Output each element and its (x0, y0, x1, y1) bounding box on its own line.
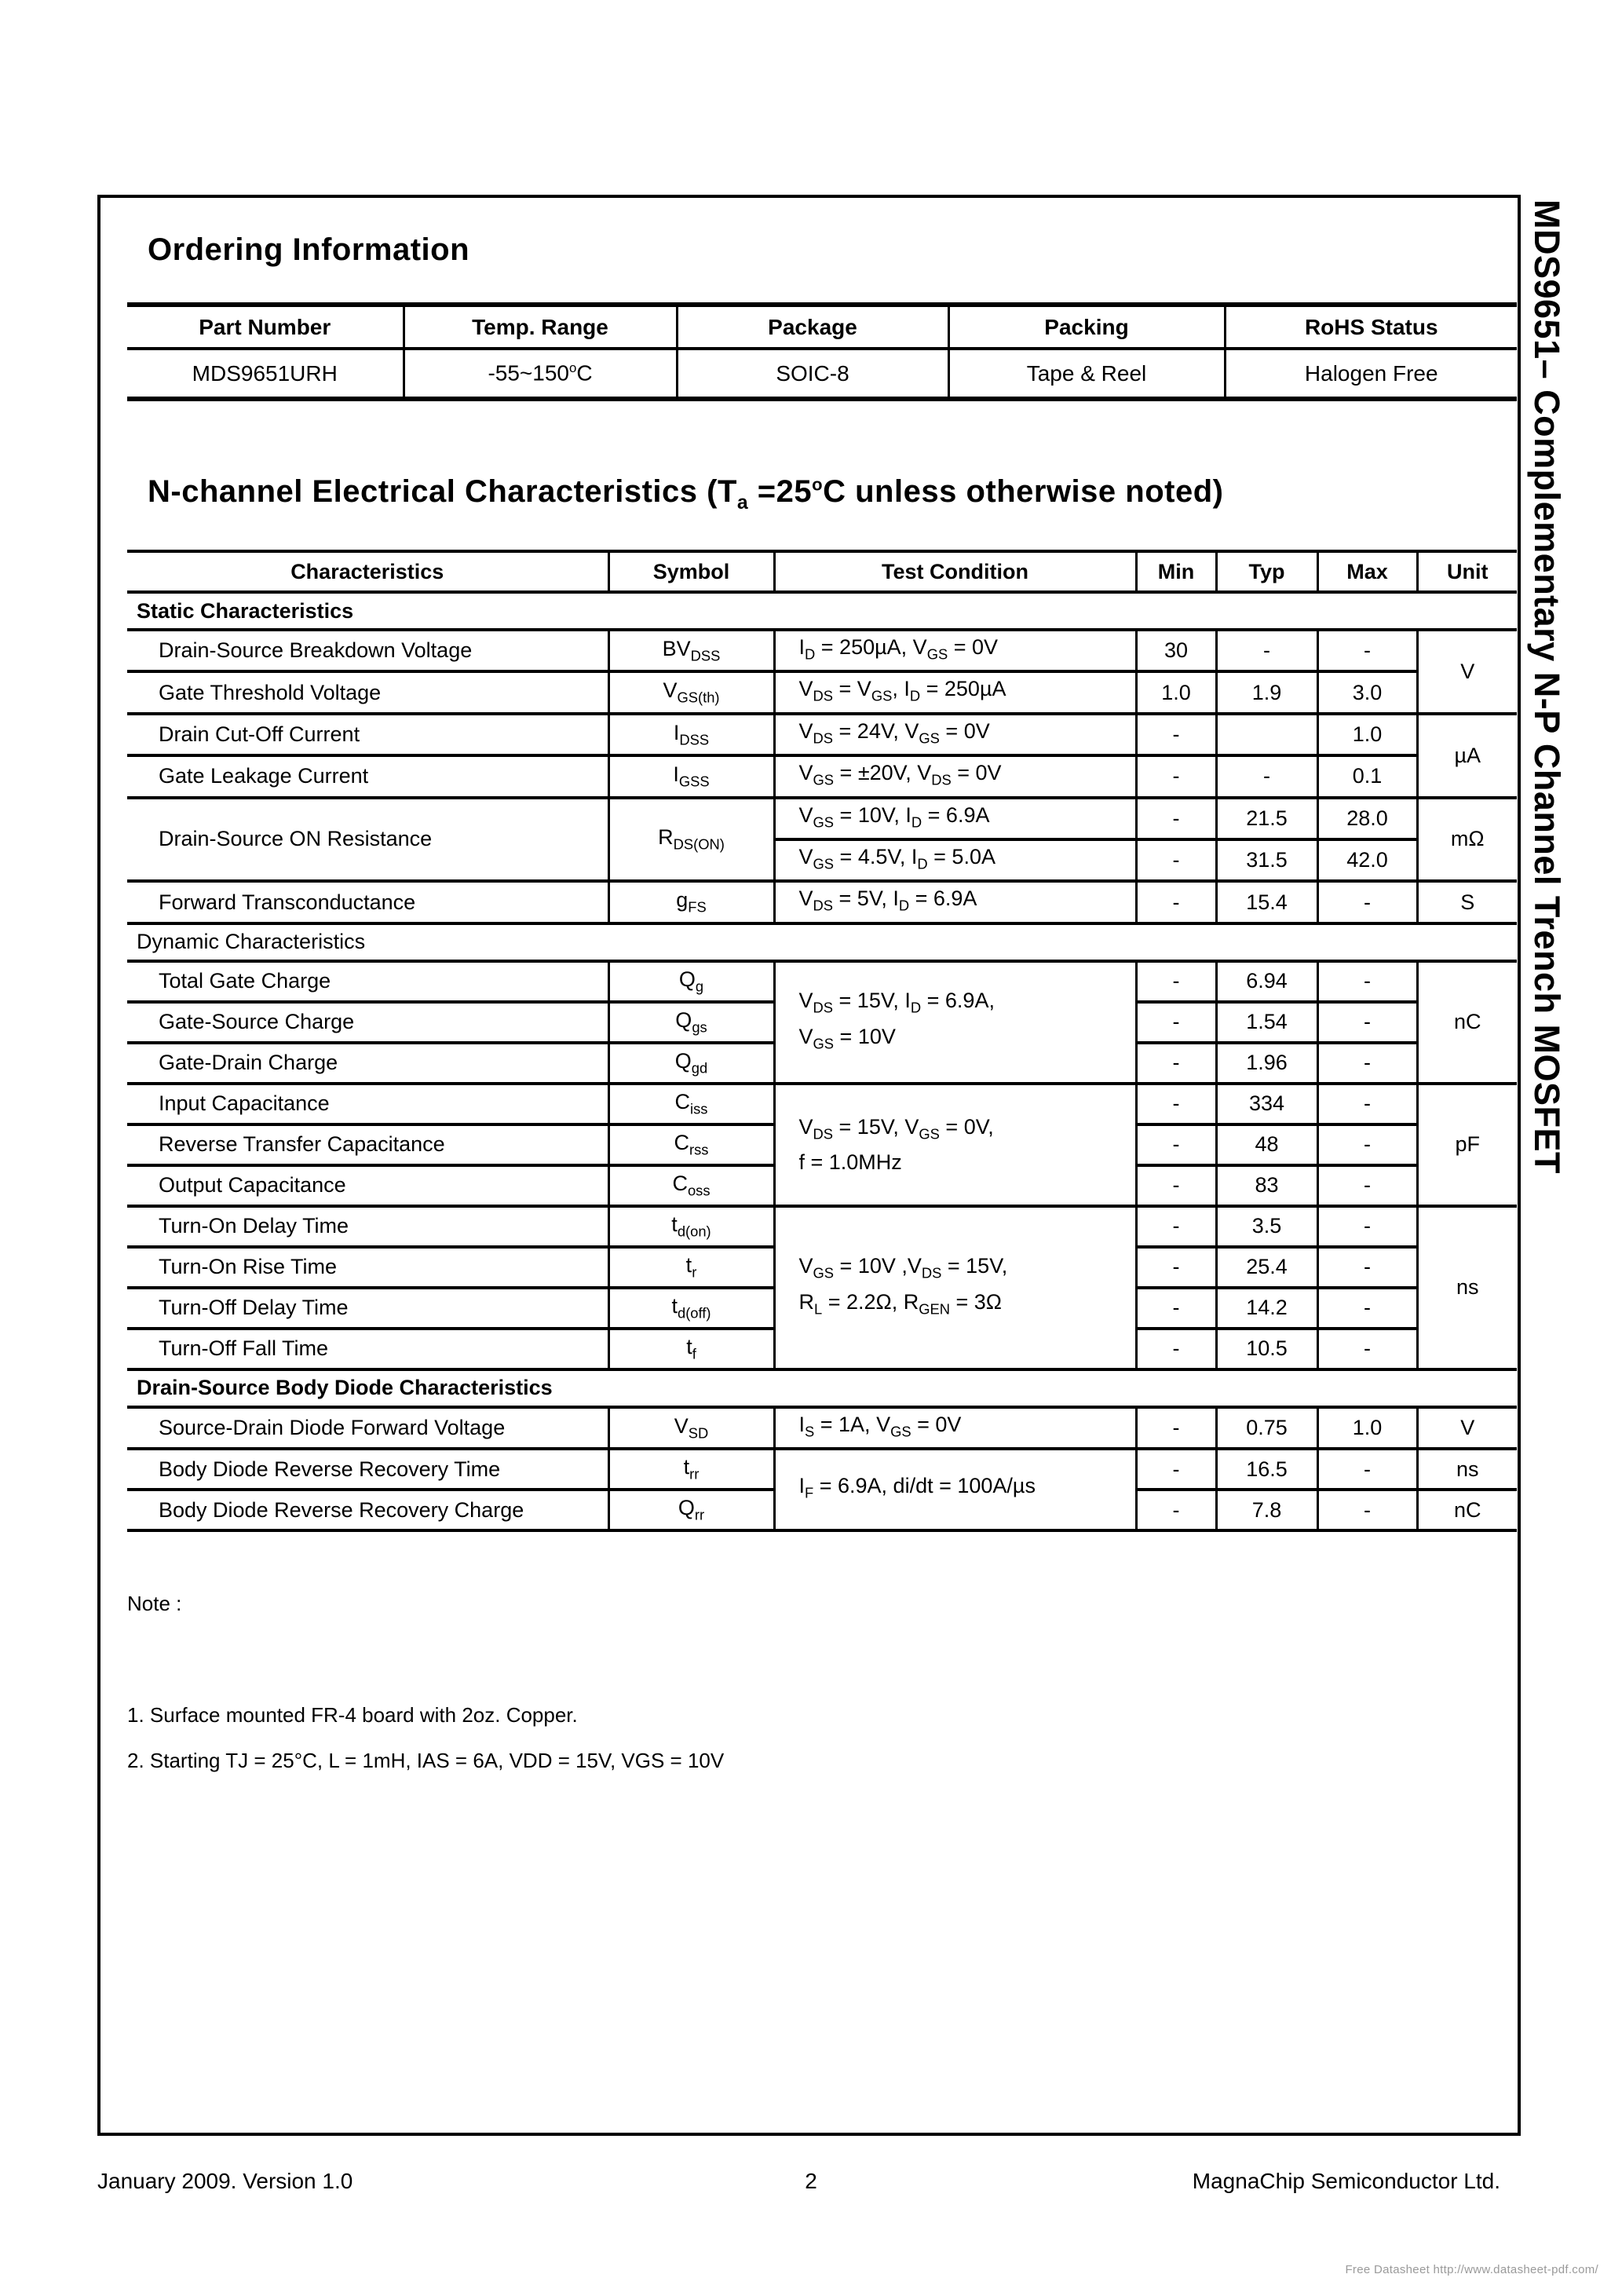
min-value: - (1136, 714, 1216, 755)
max-value: - (1317, 1206, 1417, 1247)
characteristic-label: Gate Threshold Voltage (127, 671, 608, 713)
column-header: Part Number (127, 305, 404, 349)
typ-value: 0.75 (1216, 1407, 1317, 1449)
max-value: - (1317, 1002, 1417, 1043)
column-header: Min (1136, 551, 1216, 592)
characteristic-label: Body Diode Reverse Recovery Charge (127, 1490, 608, 1530)
characteristic-label: Turn-On Delay Time (127, 1206, 608, 1247)
min-value: - (1136, 961, 1216, 1002)
characteristic-label: Drain Cut-Off Current (127, 714, 608, 755)
column-header: Symbol (608, 551, 774, 592)
symbol-value: $R_{DS(ON)}$ (608, 798, 774, 882)
footer-version: January 2009. Version 1.0 (97, 2169, 353, 2193)
unit-value: mΩ (1417, 798, 1517, 882)
unit-value: V (1417, 1407, 1517, 1449)
symbol-value: $I_{DSS}$ (608, 714, 774, 755)
symbol-value: $C_{iss}$ (608, 1084, 774, 1124)
typ-value: 21.5 (1216, 798, 1317, 839)
rohs-cell: Halogen Free (1225, 349, 1517, 399)
min-value: - (1136, 798, 1216, 839)
unit-value: µA (1417, 714, 1517, 798)
electrical-characteristics-table (127, 550, 1517, 1532)
table-row (127, 881, 1517, 923)
column-header: Unit (1417, 551, 1517, 592)
table-row (127, 798, 1517, 839)
test-condition: $V_{GS} = \pm 20V$, $V_{DS} = 0V$ (774, 755, 1136, 797)
min-value: - (1136, 1490, 1216, 1530)
table-row (127, 349, 1517, 399)
unit-value: S (1417, 881, 1517, 923)
max-value: - (1317, 1043, 1417, 1084)
max-value: - (1317, 1329, 1417, 1369)
max-value: 1.0 (1317, 714, 1417, 755)
min-value: - (1136, 1206, 1216, 1247)
unit-value: ns (1417, 1206, 1517, 1369)
footer-company: MagnaChip Semiconductor Ltd. (1192, 2169, 1500, 2193)
part-number-cell: MDS9651URH (127, 349, 404, 399)
test-condition: $V_{GS} = 4.5V$, $I_D = 5.0A$ (774, 839, 1136, 881)
table-row (127, 1084, 1517, 1124)
characteristic-label: Body Diode Reverse Recovery Time (127, 1449, 608, 1490)
unit-value: pF (1417, 1084, 1517, 1206)
min-value: - (1136, 1043, 1216, 1084)
test-condition: $V_{GS} = 10V$, $I_D = 6.9A$ (774, 798, 1136, 839)
section-row (127, 592, 1517, 630)
min-value: - (1136, 839, 1216, 881)
min-value: - (1136, 1449, 1216, 1490)
symbol-value: $g_{FS}$ (608, 881, 774, 923)
min-value: - (1136, 1165, 1216, 1206)
typ-value: 15.4 (1216, 881, 1317, 923)
max-value: - (1317, 1288, 1417, 1329)
test-condition: $V_{DS} = 5V$, $I_D = 6.9A$ (774, 881, 1136, 923)
characteristic-label: Gate Leakage Current (127, 755, 608, 797)
min-value: - (1136, 1124, 1216, 1165)
test-condition: $I_F = 6.9A$, di/dt = 100A/µs (774, 1449, 1136, 1530)
characteristic-label: Drain-Source ON Resistance (127, 798, 608, 882)
typ-value: - (1216, 630, 1317, 671)
typ-value: 10.5 (1216, 1329, 1317, 1369)
section-label: Dynamic Characteristics (127, 923, 1517, 961)
section-label: Static Characteristics (127, 592, 1517, 630)
characteristic-label: Source-Drain Diode Forward Voltage (127, 1407, 608, 1449)
column-header: Test Condition (774, 551, 1136, 592)
table-row (127, 1407, 1517, 1449)
typ-value: 83 (1216, 1165, 1317, 1206)
table-row (127, 755, 1517, 797)
typ-value: 14.2 (1216, 1288, 1317, 1329)
table-row (127, 551, 1517, 592)
note-item: 2. Starting TJ = 25°C, L = 1mH, IAS = 6A, VDD = 15V, VGS = 10V (127, 1749, 725, 1772)
packing-cell: Tape & Reel (948, 349, 1225, 399)
symbol-value: $Q_g$ (608, 961, 774, 1002)
column-header: Packing (948, 305, 1225, 349)
unit-value: ns (1417, 1449, 1517, 1490)
symbol-value: $C_{oss}$ (608, 1165, 774, 1206)
symbol-value: $t_r$ (608, 1247, 774, 1288)
package-cell: SOIC-8 (677, 349, 948, 399)
max-value: - (1317, 1084, 1417, 1124)
min-value: - (1136, 1247, 1216, 1288)
min-value: - (1136, 755, 1216, 797)
column-header: Characteristics (127, 551, 608, 592)
test-condition: $V_{DS} = V_{GS}$, $I_D = 250\mu A$ (774, 671, 1136, 713)
table-row (127, 671, 1517, 713)
typ-value: 7.8 (1216, 1490, 1317, 1530)
symbol-value: $V_{SD}$ (608, 1407, 774, 1449)
note-label: Note : (127, 1592, 182, 1615)
characteristic-label: Forward Transconductance (127, 881, 608, 923)
test-condition: $V_{DS} = 15V$, $I_D = 6.9A$, $V_{GS} = 10V$ (774, 961, 1136, 1084)
table-row (127, 1449, 1517, 1490)
typ-value: 1.9 (1216, 671, 1317, 713)
test-condition: $V_{DS} = 24V$, $V_{GS} = 0V$ (774, 714, 1136, 755)
table-row (127, 961, 1517, 1002)
symbol-value: $t_{rr}$ (608, 1449, 774, 1490)
min-value: - (1136, 1288, 1216, 1329)
column-header: Temp. Range (404, 305, 677, 349)
test-condition: $I_D = 250\mu A$, $V_{GS} = 0V$ (774, 630, 1136, 671)
electrical-characteristics-title: N-channel Electrical Characteristics ($T_a =25^oC$ unless otherwise noted) (148, 474, 1224, 514)
typ-value: 16.5 (1216, 1449, 1317, 1490)
min-value: - (1136, 1329, 1216, 1369)
min-value: - (1136, 881, 1216, 923)
typ-value: - (1216, 755, 1317, 797)
characteristic-label: Output Capacitance (127, 1165, 608, 1206)
min-value: - (1136, 1002, 1216, 1043)
characteristic-label: Total Gate Charge (127, 961, 608, 1002)
min-value: - (1136, 1084, 1216, 1124)
symbol-value: $t_{d(on)}$ (608, 1206, 774, 1247)
typ-value: 25.4 (1216, 1247, 1317, 1288)
min-value: 1.0 (1136, 671, 1216, 713)
typ-value: 1.54 (1216, 1002, 1317, 1043)
footer-page-number: 2 (805, 2169, 817, 2193)
min-value: - (1136, 1407, 1216, 1449)
column-header: Typ (1216, 551, 1317, 592)
max-value: - (1317, 1165, 1417, 1206)
symbol-value: $t_f$ (608, 1329, 774, 1369)
note-list (127, 1692, 724, 1783)
characteristic-label: Gate-Source Charge (127, 1002, 608, 1043)
symbol-value: $I_{GSS}$ (608, 755, 774, 797)
ordering-table (127, 302, 1517, 401)
unit-value: V (1417, 630, 1517, 714)
test-condition: $V_{GS} = 10V$ $,V_{DS} = 15V$, $R_L = 2.2\Omega$, $R_{GEN} = 3\Omega$ (774, 1206, 1136, 1369)
note-item: 1. Surface mounted FR-4 board with 2oz. Copper. (127, 1703, 578, 1727)
unit-value: nC (1417, 961, 1517, 1084)
watermark-text: Free Datasheet http://www.datasheet-pdf.com/ (1345, 2263, 1598, 2276)
symbol-value: $t_{d(off)}$ (608, 1288, 774, 1329)
typ-value: 6.94 (1216, 961, 1317, 1002)
characteristic-label: Gate-Drain Charge (127, 1043, 608, 1084)
content-frame (97, 195, 1521, 2136)
section-row (127, 1369, 1517, 1407)
max-value: 28.0 (1317, 798, 1417, 839)
symbol-value: $V_{GS(th)}$ (608, 671, 774, 713)
column-header: Max (1317, 551, 1417, 592)
max-value: - (1317, 1247, 1417, 1288)
typ-value: 334 (1216, 1084, 1317, 1124)
max-value: - (1317, 881, 1417, 923)
max-value: 1.0 (1317, 1407, 1417, 1449)
max-value: - (1317, 1449, 1417, 1490)
symbol-value: $Q_{rr}$ (608, 1490, 774, 1530)
characteristic-label: Reverse Transfer Capacitance (127, 1124, 608, 1165)
characteristic-label: Input Capacitance (127, 1084, 608, 1124)
table-row (127, 1206, 1517, 1247)
max-value: 0.1 (1317, 755, 1417, 797)
column-header: Package (677, 305, 948, 349)
min-value: 30 (1136, 630, 1216, 671)
column-header: RoHS Status (1225, 305, 1517, 349)
temp-range-cell: -55~150$^o$C (404, 349, 677, 399)
typ-value: 3.5 (1216, 1206, 1317, 1247)
characteristic-label: Turn-On Rise Time (127, 1247, 608, 1288)
max-value: - (1317, 1124, 1417, 1165)
table-row (127, 305, 1517, 349)
symbol-value: $BV_{DSS}$ (608, 630, 774, 671)
test-condition: $V_{DS} = 15V$, $V_{GS} = 0V$, f = 1.0MHz (774, 1084, 1136, 1206)
characteristic-label: Drain-Source Breakdown Voltage (127, 630, 608, 671)
typ-value: 48 (1216, 1124, 1317, 1165)
symbol-value: $Q_{gs}$ (608, 1002, 774, 1043)
characteristic-label: Turn-Off Delay Time (127, 1288, 608, 1329)
ordering-title: Ordering Information (148, 232, 469, 267)
symbol-value: $Q_{gd}$ (608, 1043, 774, 1084)
typ-value (1216, 714, 1317, 755)
max-value: 42.0 (1317, 839, 1417, 881)
max-value: - (1317, 1490, 1417, 1530)
section-label: Drain-Source Body Diode Characteristics (127, 1369, 1517, 1407)
characteristic-label: Turn-Off Fall Time (127, 1329, 608, 1369)
symbol-value: $C_{rss}$ (608, 1124, 774, 1165)
table-row (127, 714, 1517, 755)
max-value: - (1317, 630, 1417, 671)
test-condition: $I_S = 1A$, $V_{GS} = 0V$ (774, 1407, 1136, 1449)
table-row (127, 630, 1517, 671)
unit-value: nC (1417, 1490, 1517, 1530)
section-row (127, 923, 1517, 961)
max-value: - (1317, 961, 1417, 1002)
sidebar-part-title: MDS9651– Complementary N-P Channel Trench MOSFET (1527, 199, 1567, 1174)
typ-value: 1.96 (1216, 1043, 1317, 1084)
max-value: 3.0 (1317, 671, 1417, 713)
typ-value: 31.5 (1216, 839, 1317, 881)
